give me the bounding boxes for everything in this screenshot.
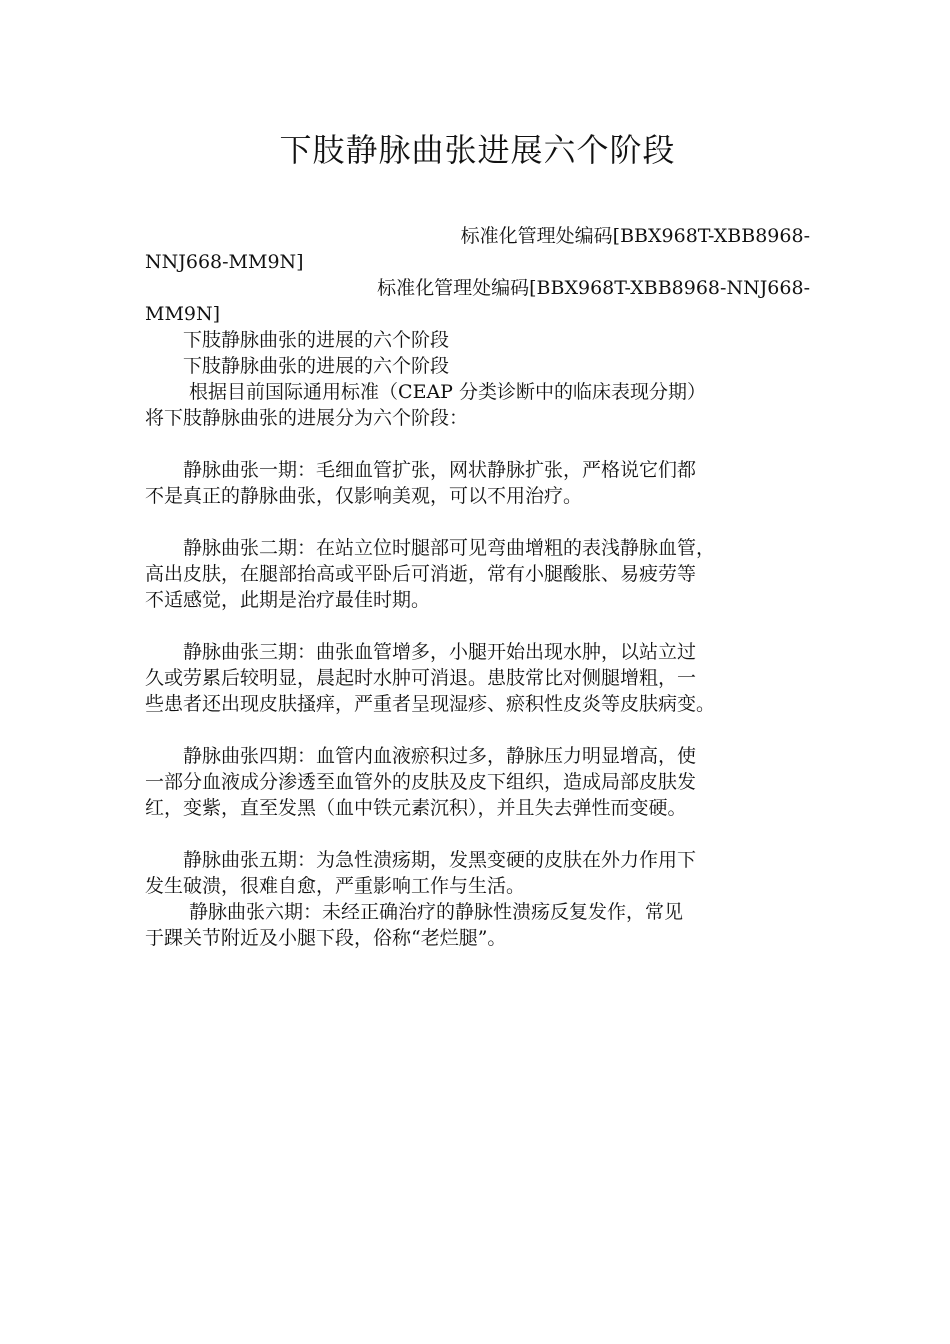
code-line-1: 标准化管理处编码[BBX968T-XBB8968- bbox=[460, 225, 810, 247]
stage5-line: 发生破溃，很难自愈，严重影响工作与生活。 bbox=[145, 875, 526, 897]
stage3-line: 久或劳累后较明显，晨起时水肿可消退。患肢常比对侧腿增粗，一 bbox=[145, 667, 697, 689]
intro-line: 根据目前国际通用标准（CEAP 分类诊断中的临床表现分期） bbox=[145, 381, 706, 403]
stage4-line: 红，变紫，直至发黑（血中铁元素沉积），并且失去弹性而变硬。 bbox=[145, 797, 687, 819]
stage2-line: 高出皮肤，在腿部抬高或平卧后可消逝，常有小腿酸胀、易疲劳等 bbox=[145, 563, 697, 585]
paragraph-gap bbox=[145, 717, 810, 743]
stage5-line: 静脉曲张五期：为急性溃疡期，发黑变硬的皮肤在外力作用下 bbox=[145, 849, 697, 871]
stage2-line: 不适感觉，此期是治疗最佳时期。 bbox=[145, 589, 431, 611]
stage3-line: 静脉曲张三期：曲张血管增多，小腿开始出现水肿，以站立过 bbox=[145, 641, 697, 663]
stage2-line: 静脉曲张二期：在站立位时腿部可见弯曲增粗的表浅静脉血管， bbox=[145, 537, 716, 559]
code-line-4: MM9N] bbox=[145, 303, 221, 325]
stage4-line: 静脉曲张四期：血管内血液瘀积过多，静脉压力明显增高，使 bbox=[145, 745, 697, 767]
stage3-line: 些患者还出现皮肤搔痒，严重者呈现湿疹、瘀积性皮炎等皮肤病变。 bbox=[145, 693, 716, 715]
intro-line: 将下肢静脉曲张的进展分为六个阶段： bbox=[145, 407, 469, 429]
stage1-line: 静脉曲张一期：毛细血管扩张，网状静脉扩张，严格说它们都 bbox=[145, 459, 697, 481]
stage4-line: 一部分血液成分渗透至血管外的皮肤及皮下组织，造成局部皮肤发 bbox=[145, 771, 697, 793]
subtitle-line: 下肢静脉曲张的进展的六个阶段 bbox=[145, 329, 450, 351]
paragraph-gap bbox=[145, 821, 810, 847]
stage6-line: 静脉曲张六期：未经正确治疗的静脉性溃疡反复发作，常见 bbox=[145, 901, 684, 923]
document-body bbox=[145, 223, 810, 951]
stage6-line: 于踝关节附近及小腿下段，俗称“老烂腿”。 bbox=[145, 927, 507, 949]
paragraph-gap bbox=[145, 509, 810, 535]
subtitle-line: 下肢静脉曲张的进展的六个阶段 bbox=[145, 355, 450, 377]
paragraph-gap bbox=[145, 613, 810, 639]
code-line-3: 标准化管理处编码[BBX968T-XBB8968-NNJ668- bbox=[377, 277, 810, 299]
document-title: 下肢静脉曲张进展六个阶段 bbox=[279, 131, 676, 169]
code-line-2: NNJ668-MM9N] bbox=[145, 251, 304, 273]
stage1-line: 不是真正的静脉曲张，仅影响美观，可以不用治疗。 bbox=[145, 485, 583, 507]
paragraph-gap bbox=[145, 431, 810, 457]
